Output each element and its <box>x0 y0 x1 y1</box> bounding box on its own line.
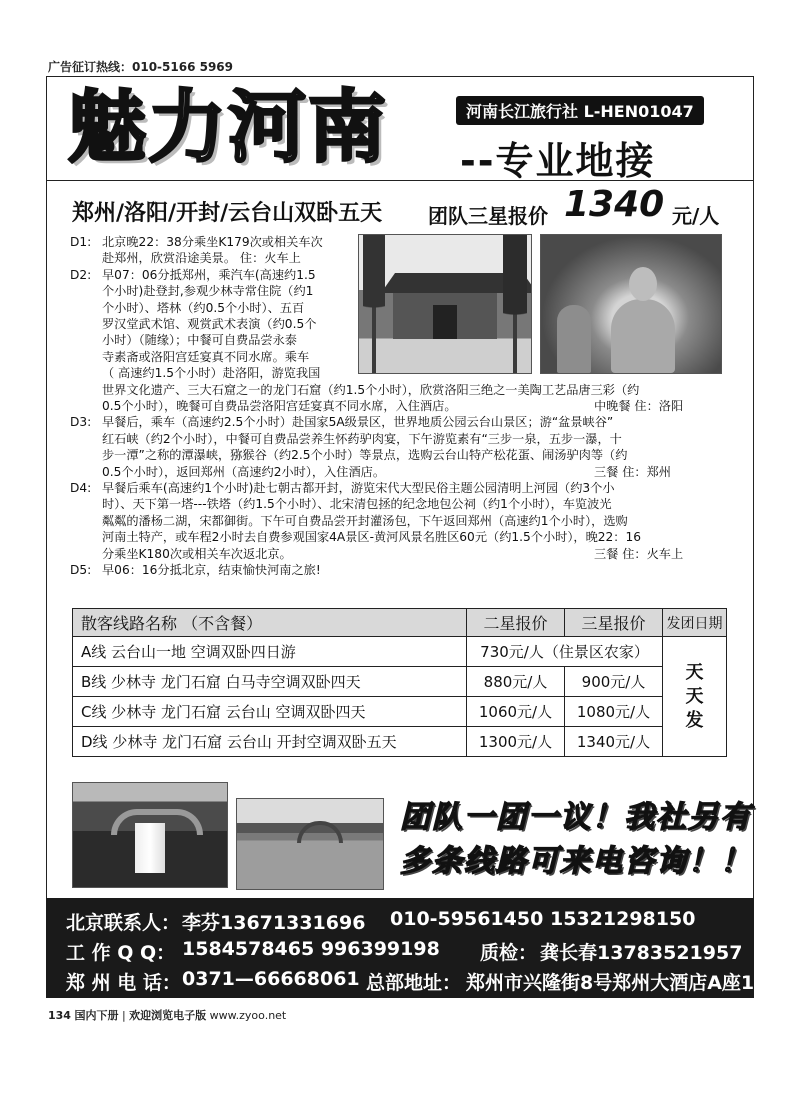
route-price-label: 团队三星报价 <box>428 204 548 228</box>
table-row <box>73 697 727 727</box>
qc-value: 龚长春13783521957 <box>540 942 743 964</box>
hq-label: 总部地址： <box>366 972 462 994</box>
itinerary-text: 河南土特产，或车程2小时去自费参观国家4A景区-黄河风景名胜区60元（约1.5个小时），晚22：16 <box>102 530 641 545</box>
itinerary-text: 早07：06分抵郑州，乘汽车(高速约1.5 <box>102 267 316 282</box>
waterfall <box>135 823 165 873</box>
two-star-price: 1060元/人 <box>467 697 565 727</box>
day-tag: D4: <box>70 480 92 495</box>
buddha-side-statue <box>557 305 591 373</box>
itinerary-text: 早餐后，乘车（高速约2.5个小时）赴国家5A级景区，世界地质公园云台山景区；游“盆景峡谷” <box>102 415 614 430</box>
beijing-contact: 李芬13671331696 <box>182 912 366 934</box>
route-price-unit: 元/人 <box>672 204 720 228</box>
itinerary-text: （ 高速约1.5个小时）赴洛阳，游览我国 <box>102 366 321 381</box>
qq-label: 工 作 Q Q： <box>66 942 176 964</box>
ad-header <box>46 76 754 181</box>
zz-phone: 0371—66668061 <box>182 968 360 990</box>
header-date: 发团日期 <box>663 609 727 637</box>
itinerary-text: 时）、天下第一塔---铁塔（约1.5个小时）、北宋清包拯的纪念地包公祠（约1个小时），车览波光 <box>102 497 612 512</box>
header-three-star: 三星报价 <box>565 609 663 637</box>
qq-numbers: 1584578465 996399198 <box>182 938 440 960</box>
itinerary-text: 粼粼的潘杨二湖，宋都御街。下午可自费品尝开封灌汤包，下午返回郑州（高速约1个小时），选购 <box>102 513 628 528</box>
route-price-merged: 730元/人（住景区农家） <box>467 637 663 667</box>
itinerary-text: 罗汉堂武术馆、观赏武术表演（约0.5个 <box>102 316 317 331</box>
itinerary-text: 北京晚22：38分乘坐K179次或相关车次 <box>102 235 323 249</box>
itinerary-text: 个小时）、塔林（约0.5个小时）、五百 <box>102 300 305 315</box>
itinerary-text: 早餐后乘车(高速约1个小时)赴七朝古都开封，游览宋代大型民俗主题公园清明上河园（约3个小 <box>102 480 615 495</box>
day-tag: D2: <box>70 267 92 282</box>
day-tag: D5: <box>70 562 92 577</box>
meal-lodging: 中晚餐 住：洛阳 <box>594 398 684 413</box>
itinerary-text: 步一潭”之称的潭瀑峡，猕猴谷（约2.5个小时）等景点，选购云台山特产松花蛋、闹汤驴肉等（约 <box>102 448 628 463</box>
buddha-head <box>629 267 657 301</box>
daily-text: 天天发 <box>685 661 704 731</box>
header-route: 散客线路名称 （不含餐） <box>73 609 467 637</box>
itinerary-text: 个小时)赴登封,参观少林寺常住院（约1 <box>102 284 314 299</box>
slogan-line-2: 多条线路可来电咨询！！ <box>400 844 752 879</box>
route-price: 1340 <box>564 184 665 225</box>
itinerary-text: 寺素斋或洛阳宫廷宴真不同水席。乘车 <box>102 349 310 364</box>
three-star-price: 1080元/人 <box>565 697 663 727</box>
temple-photo <box>358 234 532 374</box>
day-tag: D1: <box>70 235 92 249</box>
page-number: 134 <box>48 1009 71 1022</box>
itinerary-text: 分乘坐K180次或相关车次返北京。 <box>102 546 292 561</box>
itinerary-text: 早06：16分抵北京，结束愉快河南之旅! <box>102 562 321 577</box>
tree-left <box>363 235 385 373</box>
contact-banner <box>46 898 781 998</box>
itinerary-text: 赴郑州，欣赏沿途美景。 住：火车上 <box>102 251 301 266</box>
tagline: --专业地接 <box>460 139 656 183</box>
itinerary-text: 世界文化遗产、三大石窟之一的龙门石窟（约1.5个小时），欣赏洛阳三绝之一美陶工艺品唐三彩（约 <box>102 382 640 397</box>
route-name: B线 少林寺 龙门石窟 白马寺空调双卧四天 <box>73 667 467 697</box>
table-row <box>73 667 727 697</box>
route-name: A线 云台山一地 空调双卧四日游 <box>73 637 467 667</box>
beijing-mobile: 15321298150 <box>550 908 696 930</box>
temple-door <box>433 305 457 339</box>
slogan-line-1: 团队一团一议！我社另有 <box>400 800 752 835</box>
waterfall-photo <box>72 782 228 888</box>
buddha-photo <box>540 234 722 374</box>
beijing-label: 北京联系人： <box>66 912 181 934</box>
footer-note: 欢迎浏览电子版 <box>129 1009 207 1022</box>
route-title: 郑州/洛阳/开封/云台山双卧五天 <box>72 201 383 226</box>
itinerary-text: 0.5个小时），晚餐可自费品尝洛阳宫廷宴真不同水席，入住酒店。 <box>102 398 457 413</box>
two-star-price: 880元/人 <box>467 667 565 697</box>
meal-lodging: 三餐 住：郑州 <box>594 464 671 479</box>
beijing-tel: 010-59561450 <box>390 908 544 930</box>
two-star-price: 1300元/人 <box>467 727 565 757</box>
brand-title: 魅力河南 <box>68 82 389 173</box>
footer-section: 国内下册 <box>74 1009 119 1022</box>
ad-hotline: 广告征订热线：010-5166 5969 <box>48 60 234 74</box>
footer-url[interactable]: www.zyoo.net <box>209 1009 287 1022</box>
route-name: D线 少林寺 龙门石窟 云台山 开封空调双卧五天 <box>73 727 467 757</box>
table-row <box>73 727 727 757</box>
three-star-price: 900元/人 <box>565 667 663 697</box>
qc-label: 质检： <box>480 942 538 964</box>
price-table <box>72 608 727 757</box>
day-tag: D3: <box>70 415 92 430</box>
itinerary-text: 红石峡（约2个小时），中餐可自费品尝养生怀药驴肉宴，下午游览素有“三步一泉，五步一瀑，十 <box>102 431 622 446</box>
page-footer: 134 国内下册 | 欢迎浏览电子版 www.zyoo.net <box>48 1009 287 1022</box>
table-header-row <box>73 609 727 637</box>
itinerary-text: 0.5个小时），返回郑州（高速约2小时），入住酒店。 <box>102 464 386 479</box>
table-row <box>73 637 727 667</box>
daily-departure <box>663 637 727 757</box>
lake-photo <box>236 798 384 890</box>
header-two-star: 二星报价 <box>467 609 565 637</box>
three-star-price: 1340元/人 <box>565 727 663 757</box>
itinerary-text: 小时）（随缘）；中餐可自费品尝永泰 <box>102 333 297 348</box>
tree-right <box>503 235 527 373</box>
buddha-body <box>611 299 675 373</box>
hq-address: 郑州市兴隆街8号郑州大酒店A座14F <box>466 972 781 994</box>
zz-label: 郑 州 电 话： <box>66 972 181 994</box>
meal-lodging: 三餐 住：火车上 <box>594 546 684 561</box>
agency-badge: 河南长江旅行社 L-HEN01047 <box>456 96 704 125</box>
route-name: C线 少林寺 龙门石窟 云台山 空调双卧四天 <box>73 697 467 727</box>
